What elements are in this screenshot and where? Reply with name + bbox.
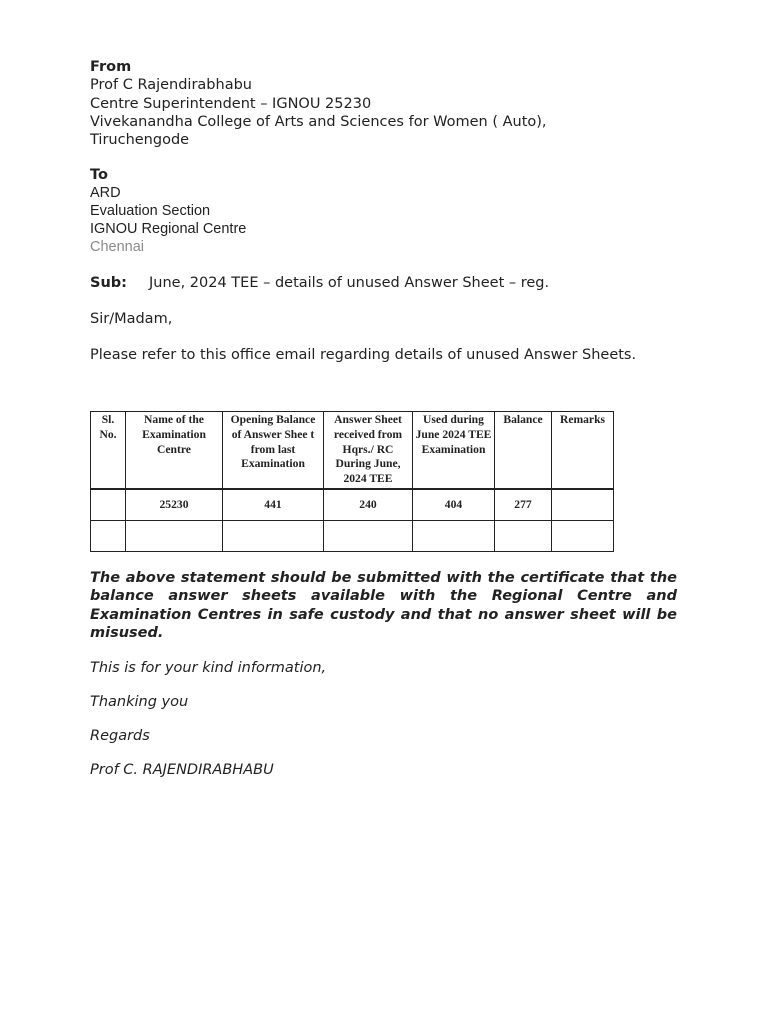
custody-note: The above statement should be submitted with the certificate that the balance answer sheets available with the Regional Centre and Examination Centres in safe custody and that no answer sheet will be misused.	[90, 570, 677, 641]
to-section-name: Evaluation Section	[90, 203, 211, 220]
cell-sl-no	[91, 521, 126, 552]
cell-received: 240	[324, 489, 413, 521]
cell-sl-no	[91, 489, 126, 521]
col-sl-no: Sl. No.	[91, 412, 126, 490]
cell-centre	[126, 521, 223, 552]
cell-remarks	[552, 521, 614, 552]
table-row	[91, 489, 614, 521]
cell-balance	[495, 521, 552, 552]
from-college: Vivekanandha College of Arts and Sciences for Women ( Auto),	[90, 113, 547, 130]
cell-used	[413, 521, 495, 552]
from-city: Tiruchengode	[90, 132, 190, 149]
regards-line: Regards	[90, 728, 150, 744]
cell-centre: 25230	[126, 489, 223, 521]
table-row	[91, 521, 614, 552]
col-used: Used during June 2024 TEE Examination	[413, 412, 495, 490]
to-city: Chennai	[90, 239, 145, 256]
cell-used: 404	[413, 489, 495, 521]
col-opening-balance: Opening Balance of Answer Shee t from last Examination	[223, 412, 324, 490]
table-header-row	[91, 412, 614, 490]
intro-paragraph: Please refer to this office email regarding details of unused Answer Sheets.	[90, 347, 637, 363]
from-designation: Centre Superintendent – IGNOU 25230	[90, 95, 372, 112]
col-received: Answer Sheet received from Hqrs./ RC During June, 2024 TEE	[324, 412, 413, 490]
thanks-line: Thanking you	[90, 694, 189, 710]
col-balance: Balance	[495, 412, 552, 490]
subject-line	[90, 274, 549, 292]
col-centre-name: Name of the Examination Centre	[126, 412, 223, 490]
from-heading: From	[90, 59, 132, 75]
to-section	[90, 166, 246, 256]
cell-opening	[223, 521, 324, 552]
answer-sheet-table	[90, 411, 614, 552]
from-name: Prof C Rajendirabhabu	[90, 77, 252, 94]
signature: Prof C. RAJENDIRABHABU	[90, 762, 274, 778]
cell-remarks	[552, 489, 614, 521]
to-heading: To	[90, 167, 108, 183]
col-remarks: Remarks	[552, 412, 614, 490]
cell-received	[324, 521, 413, 552]
to-ard: ARD	[90, 185, 121, 202]
subject-text: June, 2024 TEE – details of unused Answer Sheet – reg.	[149, 275, 550, 291]
cell-balance: 277	[495, 489, 552, 521]
from-section	[90, 58, 547, 149]
cell-opening: 441	[223, 489, 324, 521]
info-line: This is for your kind information,	[90, 660, 327, 676]
salutation: Sir/Madam,	[90, 311, 173, 327]
subject-label: Sub:	[90, 275, 127, 291]
to-regional-centre: IGNOU Regional Centre	[90, 221, 247, 238]
